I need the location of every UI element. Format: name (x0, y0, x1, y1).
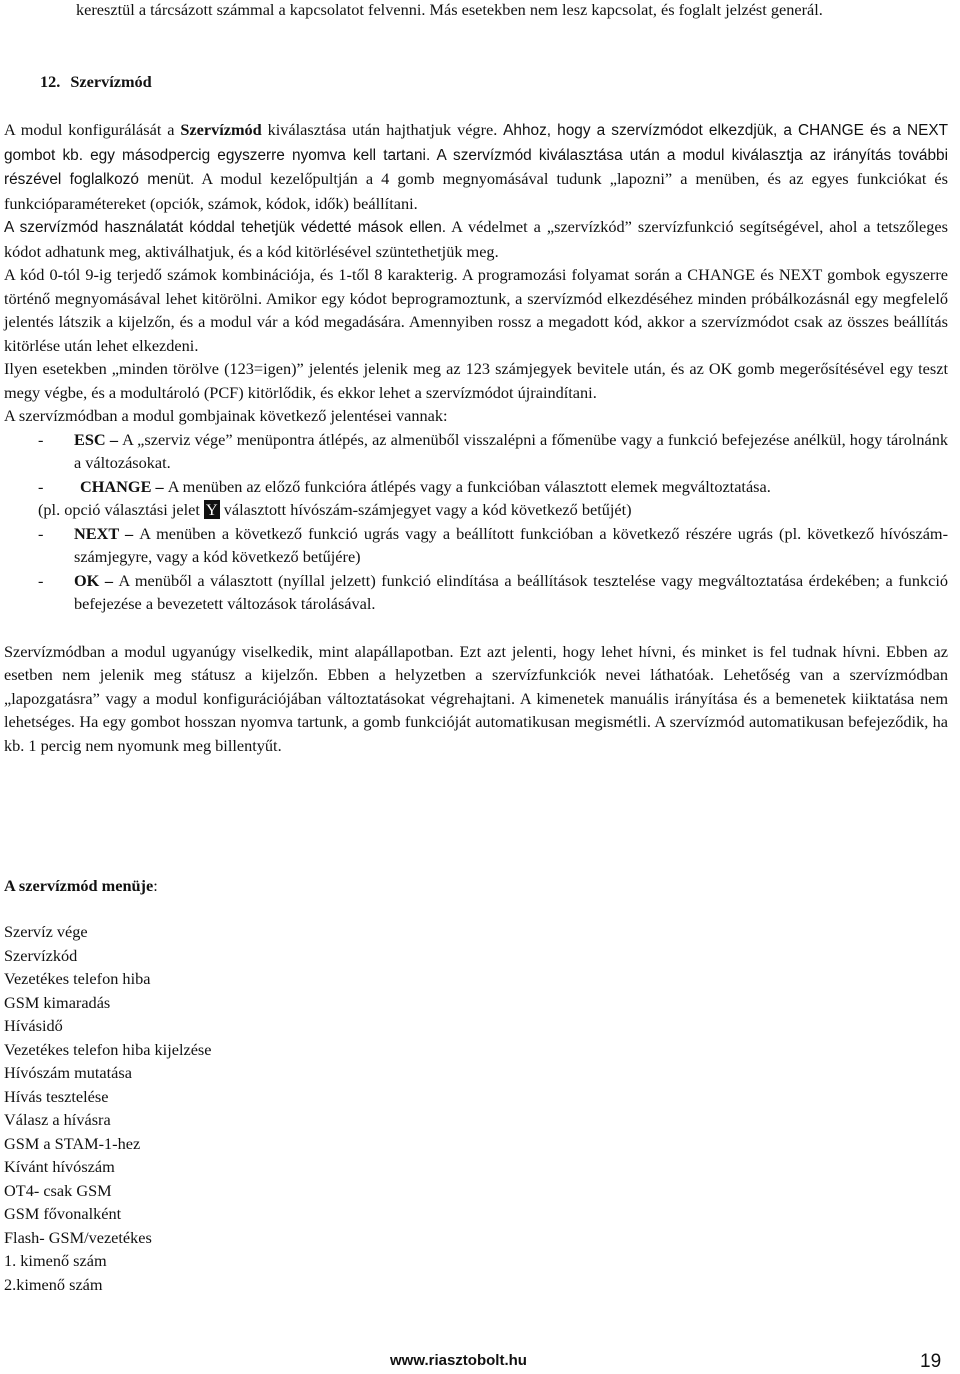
paragraph-buttons-intro: A szervízmódban a modul gombjainak következő jelentései vannak: (4, 406, 448, 425)
list-item: Válasz a hívásra (4, 1110, 111, 1129)
list-item: Hívás tesztelése (4, 1086, 109, 1106)
paragraph-code: A kód 0-tól 9-ig terjedő számok kombinációja, és 1-től 8 karakterig. A programozási folyamat során a CHANGE és NEXT gombok egyszerre történő megnyomásával lehet kitörölni. Amikor egy kódot beprogramoztunk, a szervízmód elkezdéséhez minden próbálkozásnál egy megfelelő jelentés látszik a kijelzőn, és a modul vár a kód megadására. Amennyiben rossz a megadott kód, akkor a szervízmódot csak az összes beállítás kitörlése után lehet elkezdeni. (4, 265, 948, 355)
button-desc (80, 475, 948, 499)
text-run: választott hívószám-számjegyet vagy a kód következő betűjét) (219, 500, 632, 519)
button-item-esc (4, 428, 948, 475)
list-item: Flash- GSM/vezetékes (4, 1227, 152, 1247)
list-item: Hívószám mutatása (4, 1063, 132, 1082)
text-run: (pl. opció választási jelet (38, 500, 204, 519)
text-run: A szervízmód használatát kóddal tehetjük védetté mások ellen. (4, 219, 447, 236)
button-text: A menüből a választott (nyíllal jelzett) funkció elindítása a beállítások tesztelése vagy megváltoztatása érdekében; a funkció befejezése a bevezetett változások tárolásával. (74, 570, 948, 613)
text-run: A modul konfigurálását a (4, 120, 181, 139)
intro-paragraph: keresztül a tárcsázott számmal a kapcsolatot felvenni. Más esetekben nem lesz kapcsolat, és foglalt jelzést generál. (76, 0, 823, 19)
list-item: GSM a STAM-1-hez (4, 1133, 141, 1153)
paragraph-config (4, 118, 948, 215)
list-item: GSM kimaradás (4, 992, 111, 1012)
list-dash: - (38, 476, 44, 496)
text-run: A modul kezelőpultján a 4 gomb megnyomásával tudunk „lapozni” a menüben, és az egyes funkciókat és funkcióparamétereket (opciók, számok, kódok, idők) beállítani. (4, 169, 948, 213)
button-desc (74, 569, 948, 616)
list-item: GSM fővonalként (4, 1204, 122, 1223)
service-menu-list (4, 920, 211, 1296)
text-run: Ahhoz, hogy a szervízmódot elkezdjük, a CHANGE és a NEXT gombot kb. egy másodpercig egyszerre nyomva kell tartani. A szervízmód kiválasztása után a modul kiválasztja az irányítás további részével foglalkozó menüt. (4, 122, 949, 188)
list-dash: - (38, 570, 44, 590)
list-item: Vezetékes telefon hiba (4, 969, 151, 988)
paragraph-behaviour: Szervízmódban a modul ugyanúgy viselkedik, mint alapállapotban. Ezt azt jelenti, hogy lehet hívni, és minket is fel tudnak hívni. Ebben az esetben nem jelenik meg státusz a kijelzőn. Ebben a helyzetben a szervízfunkciók nevei láthatóak. Lehetőség van a szervízmódban „lapozgatásra” vagy a modul konfigurációjában változtatásokat végrehajtani. A kimenetek manuális irányítása és a bemenetek kiiktatása nem lehetséges. Ha egy gombot hosszan nyomva tartunk, a gomb funkcióját automatikusan megismétli. A szervízmód automatikusan befejeződik, ha kb. 1 percig nem nyomunk meg billentyűt. (4, 641, 948, 755)
bold-term: Szervízmód (180, 120, 262, 139)
button-key: OK (74, 570, 100, 590)
text-run: kiválasztása után hajthatjuk végre. (261, 120, 504, 139)
menu-title-text: A szervízmód menüje (4, 876, 154, 895)
button-text: A „szerviz vége” menüpontra átlépés, az almenüből visszalépni a főmenübe vagy a funkció befejezése anélkül, hogy tárolnánk a változásokat. (74, 429, 949, 472)
button-item-next (4, 522, 948, 569)
option-symbol: Y (205, 500, 218, 519)
menu-title-colon: : (153, 876, 158, 895)
page-number: 19 (920, 1351, 942, 1372)
section-heading (40, 70, 162, 93)
button-item-change (4, 475, 948, 499)
menu-title (4, 874, 158, 897)
button-sep: – (118, 523, 140, 543)
button-sep: – (99, 570, 119, 590)
list-item: 2.kimenő szám (4, 1274, 103, 1294)
button-sep: – (151, 476, 168, 496)
section-number: 12. (40, 72, 61, 91)
paragraph-protection (4, 215, 948, 263)
button-key: NEXT (74, 523, 119, 543)
list-dash: - (38, 429, 44, 449)
list-item: Kívánt hívószám (4, 1157, 115, 1176)
button-text: A menüben az előző funkcióra átlépés vagy a funkcióban választott elemek megváltoztatása. (167, 476, 771, 496)
list-item: Vezetékes telefon hiba kijelzése (4, 1039, 212, 1059)
button-key: CHANGE (80, 476, 152, 496)
list-dash: - (38, 523, 44, 543)
button-item-ok (4, 569, 948, 616)
section-body (4, 118, 948, 757)
list-item: Hívásidő (4, 1016, 63, 1035)
button-text: A menüben a következő funkció ugrás vagy a beállított funkcióban a következő részére ugrás (pl. következő hívószám-számjegyre, vagy a kód következő betűjére) (74, 523, 949, 566)
section-title: Szervízmód (70, 72, 152, 91)
list-item: OT4- csak GSM (4, 1180, 112, 1200)
button-key: ESC (74, 429, 106, 449)
footer-website-link[interactable]: www.riasztobolt.hu (390, 1352, 527, 1369)
paragraph-reset: Ilyen esetekben „minden törölve (123=igen)” jelentés jelenik meg az 123 számjegyek bevitele után, és az OK gomb megerősítésével egy teszt megy végbe, és a modultároló (PCF) kitörlődik, és ekkor lehet a szervízmódot újraindítani. (4, 359, 948, 402)
change-note (4, 498, 948, 522)
button-sep: – (105, 429, 123, 449)
button-desc (74, 428, 948, 475)
spacer (4, 616, 948, 640)
text-run: A védelmet a „szervízkód” szervízfunkció segítségével, ahol a tetszőleges kódot adhatunk meg, aktiválhatjuk, és a kód kitörlésével szüntethetjük meg. (4, 217, 948, 261)
list-item: Szervíz vége (4, 922, 88, 941)
list-item: Szervízkód (4, 945, 78, 965)
button-desc (74, 522, 948, 569)
list-item: 1. kimenő szám (4, 1251, 107, 1270)
